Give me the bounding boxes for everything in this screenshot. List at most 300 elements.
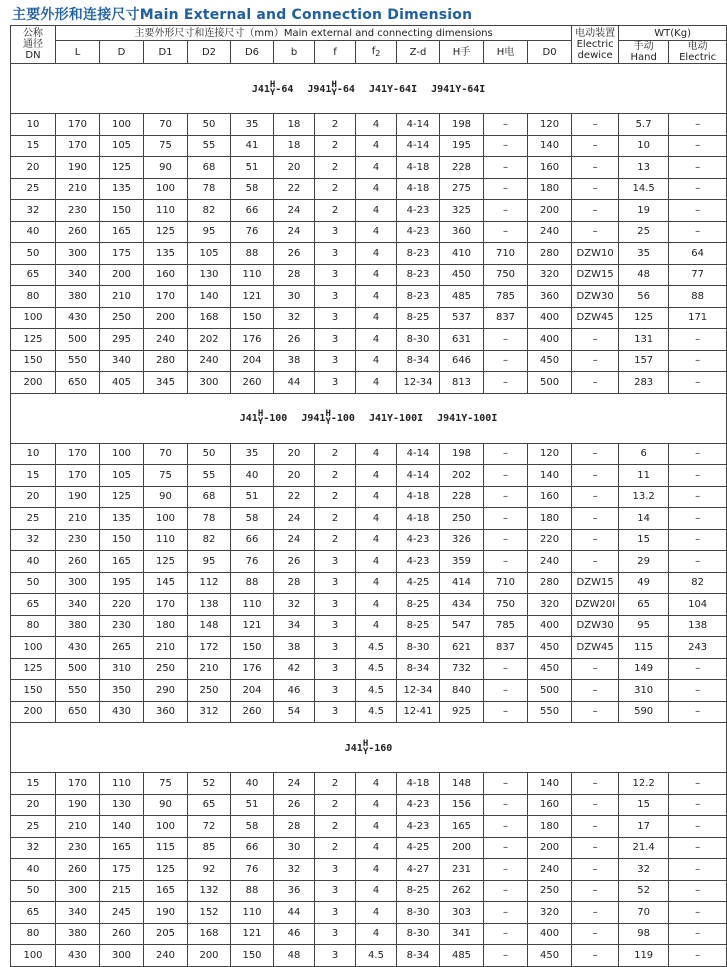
table-cell: 4 bbox=[356, 529, 397, 551]
table-cell: 20 bbox=[11, 794, 56, 816]
table-cell: 195 bbox=[440, 135, 484, 157]
section-title-row bbox=[11, 64, 727, 114]
table-cell: 32 bbox=[274, 307, 315, 329]
table-cell: – bbox=[572, 508, 619, 530]
table-cell: 500 bbox=[56, 658, 100, 680]
table-cell: 4 bbox=[356, 465, 397, 487]
table-cell: 4.5 bbox=[356, 658, 397, 680]
table-cell: 52 bbox=[188, 773, 231, 795]
table-cell: 190 bbox=[56, 794, 100, 816]
table-cell: 4 bbox=[356, 837, 397, 859]
table-cell: 400 bbox=[528, 923, 572, 945]
table-cell: 3 bbox=[315, 307, 356, 329]
table-cell: 66 bbox=[231, 529, 274, 551]
table-cell: 121 bbox=[231, 286, 274, 308]
table-cell: – bbox=[669, 200, 727, 222]
table-cell: 2 bbox=[315, 135, 356, 157]
table-cell: 3 bbox=[315, 701, 356, 723]
table-cell: – bbox=[669, 135, 727, 157]
table-cell: 2 bbox=[315, 178, 356, 200]
table-cell: 148 bbox=[188, 615, 231, 637]
table-cell: 100 bbox=[11, 307, 56, 329]
table-cell: 140 bbox=[528, 465, 572, 487]
table-cell: 76 bbox=[231, 221, 274, 243]
table-cell: 231 bbox=[440, 859, 484, 881]
table-cell: 131 bbox=[619, 329, 669, 351]
table-cell: – bbox=[572, 372, 619, 394]
table-cell: 430 bbox=[100, 701, 144, 723]
table-cell: – bbox=[572, 200, 619, 222]
table-cell: 15 bbox=[619, 529, 669, 551]
table-cell: 125 bbox=[619, 307, 669, 329]
table-cell: 2 bbox=[315, 773, 356, 795]
table-cell: 312 bbox=[188, 701, 231, 723]
table-cell: 150 bbox=[100, 200, 144, 222]
table-cell: 150 bbox=[231, 637, 274, 659]
col-header-f: f bbox=[315, 41, 356, 64]
table-cell: 3 bbox=[315, 551, 356, 573]
table-cell: 125 bbox=[11, 329, 56, 351]
table-cell: 70 bbox=[619, 902, 669, 924]
table-cell: 26 bbox=[274, 329, 315, 351]
table-cell: 250 bbox=[100, 307, 144, 329]
table-cell: 26 bbox=[274, 243, 315, 265]
table-cell: 180 bbox=[144, 615, 188, 637]
table-cell: 38 bbox=[274, 350, 315, 372]
table-cell: 300 bbox=[100, 945, 144, 967]
table-cell: 3 bbox=[315, 945, 356, 967]
table-cell: 4-23 bbox=[397, 794, 440, 816]
table-cell: 310 bbox=[619, 680, 669, 702]
table-cell: 4 bbox=[356, 157, 397, 179]
table-cell: 4-25 bbox=[397, 837, 440, 859]
table-cell: 20 bbox=[274, 443, 315, 465]
table-cell: 28 bbox=[274, 816, 315, 838]
table-cell: – bbox=[484, 859, 528, 881]
table-cell: 4-23 bbox=[397, 200, 440, 222]
table-cell: 22 bbox=[274, 486, 315, 508]
table-cell: 210 bbox=[56, 508, 100, 530]
table-cell: 160 bbox=[528, 157, 572, 179]
table-cell: 190 bbox=[56, 157, 100, 179]
table-cell: 4-18 bbox=[397, 178, 440, 200]
table-cell: 44 bbox=[274, 372, 315, 394]
table-cell: 95 bbox=[619, 615, 669, 637]
table-cell: 150 bbox=[231, 945, 274, 967]
table-cell: – bbox=[669, 443, 727, 465]
table-cell: 210 bbox=[56, 816, 100, 838]
table-cell: 115 bbox=[619, 637, 669, 659]
table-cell: 200 bbox=[144, 307, 188, 329]
table-cell: 176 bbox=[231, 658, 274, 680]
table-cell: 340 bbox=[100, 350, 144, 372]
table-cell: 350 bbox=[100, 680, 144, 702]
table-cell: 4 bbox=[356, 551, 397, 573]
table-cell: 230 bbox=[56, 200, 100, 222]
table-cell: DZW45 bbox=[572, 307, 619, 329]
table-cell: 138 bbox=[669, 615, 727, 637]
table-cell: – bbox=[669, 486, 727, 508]
table-cell: 4 bbox=[356, 443, 397, 465]
table-cell: 40 bbox=[11, 859, 56, 881]
table-cell: – bbox=[669, 329, 727, 351]
table-row bbox=[11, 637, 727, 659]
table-cell: 2 bbox=[315, 486, 356, 508]
table-cell: 2 bbox=[315, 200, 356, 222]
table-cell: – bbox=[572, 443, 619, 465]
table-cell: 170 bbox=[56, 443, 100, 465]
col-header-d0: D0 bbox=[528, 41, 572, 64]
table-row bbox=[11, 701, 727, 723]
table-cell: 55 bbox=[188, 465, 231, 487]
table-cell: 200 bbox=[11, 372, 56, 394]
table-cell: – bbox=[669, 551, 727, 573]
col-header-f2: $f_2$ bbox=[356, 41, 397, 64]
table-cell: – bbox=[484, 465, 528, 487]
table-cell: – bbox=[572, 794, 619, 816]
table-cell: 76 bbox=[231, 551, 274, 573]
table-cell: – bbox=[669, 157, 727, 179]
table-cell: 290 bbox=[144, 680, 188, 702]
table-cell: – bbox=[572, 701, 619, 723]
table-row bbox=[11, 572, 727, 594]
table-cell: 20 bbox=[274, 465, 315, 487]
table-cell: 485 bbox=[440, 945, 484, 967]
table-cell: 150 bbox=[11, 350, 56, 372]
table-cell: 125 bbox=[144, 221, 188, 243]
table-cell: 8-25 bbox=[397, 594, 440, 616]
table-cell: – bbox=[484, 551, 528, 573]
table-cell: 8-30 bbox=[397, 637, 440, 659]
table-cell: – bbox=[572, 859, 619, 881]
table-cell: 82 bbox=[188, 200, 231, 222]
table-cell: – bbox=[572, 178, 619, 200]
table-cell: 200 bbox=[528, 200, 572, 222]
table-cell: 110 bbox=[231, 594, 274, 616]
table-cell: – bbox=[669, 658, 727, 680]
table-cell: 500 bbox=[56, 329, 100, 351]
table-cell: 150 bbox=[11, 680, 56, 702]
table-cell: 646 bbox=[440, 350, 484, 372]
table-cell: 72 bbox=[188, 816, 231, 838]
table-cell: 4-14 bbox=[397, 114, 440, 136]
table-cell: 280 bbox=[528, 243, 572, 265]
table-cell: 4 bbox=[356, 594, 397, 616]
table-cell: 4-25 bbox=[397, 572, 440, 594]
table-cell: 18 bbox=[274, 135, 315, 157]
table-cell: 5.7 bbox=[619, 114, 669, 136]
table-cell: 650 bbox=[56, 701, 100, 723]
table-cell: 32 bbox=[274, 859, 315, 881]
table-cell: DZW45 bbox=[572, 637, 619, 659]
table-cell: 50 bbox=[11, 880, 56, 902]
table-cell: – bbox=[572, 465, 619, 487]
table-cell: – bbox=[669, 794, 727, 816]
table-cell: 8-34 bbox=[397, 350, 440, 372]
table-cell: 4 bbox=[356, 486, 397, 508]
table-cell: – bbox=[484, 329, 528, 351]
table-cell: 200 bbox=[100, 264, 144, 286]
table-cell: 4 bbox=[356, 286, 397, 308]
table-cell: 171 bbox=[669, 307, 727, 329]
table-cell: 75 bbox=[144, 773, 188, 795]
table-cell: 20 bbox=[11, 157, 56, 179]
table-cell: – bbox=[669, 465, 727, 487]
table-cell: 32 bbox=[274, 594, 315, 616]
col-header-h-electric: H电 bbox=[484, 41, 528, 64]
table-cell: 15 bbox=[619, 794, 669, 816]
table-cell: 262 bbox=[440, 880, 484, 902]
table-cell: 400 bbox=[528, 329, 572, 351]
table-cell: 78 bbox=[188, 178, 231, 200]
table-cell: 500 bbox=[528, 372, 572, 394]
table-cell: 65 bbox=[11, 594, 56, 616]
table-cell: 260 bbox=[56, 859, 100, 881]
table-cell: 280 bbox=[528, 572, 572, 594]
table-cell: 2 bbox=[315, 465, 356, 487]
table-cell: 8-23 bbox=[397, 264, 440, 286]
dn-header: 公称 通径 DN bbox=[11, 26, 56, 64]
table-cell: 105 bbox=[100, 135, 144, 157]
table-cell: 170 bbox=[144, 286, 188, 308]
table-cell: 2 bbox=[315, 529, 356, 551]
table-cell: 202 bbox=[188, 329, 231, 351]
table-cell: – bbox=[572, 329, 619, 351]
table-cell: 310 bbox=[100, 658, 144, 680]
table-cell: 8-30 bbox=[397, 329, 440, 351]
table-cell: 110 bbox=[100, 773, 144, 795]
table-cell: 125 bbox=[100, 157, 144, 179]
table-cell: 140 bbox=[528, 135, 572, 157]
table-cell: – bbox=[669, 508, 727, 530]
table-cell: – bbox=[484, 200, 528, 222]
table-cell: 110 bbox=[144, 529, 188, 551]
table-row bbox=[11, 529, 727, 551]
table-row bbox=[11, 551, 727, 573]
table-cell: – bbox=[669, 837, 727, 859]
table-cell: 228 bbox=[440, 486, 484, 508]
table-cell: DZW20I bbox=[572, 594, 619, 616]
table-cell: 44 bbox=[274, 902, 315, 924]
table-cell: – bbox=[669, 945, 727, 967]
col-header-d6: D6 bbox=[231, 41, 274, 64]
table-cell: 42 bbox=[274, 658, 315, 680]
table-cell: 28 bbox=[274, 264, 315, 286]
table-cell: – bbox=[484, 350, 528, 372]
table-cell: 340 bbox=[56, 264, 100, 286]
table-cell: – bbox=[484, 902, 528, 924]
table-row bbox=[11, 372, 727, 394]
table-cell: 90 bbox=[144, 157, 188, 179]
table-cell: 160 bbox=[528, 486, 572, 508]
table-cell: 135 bbox=[100, 508, 144, 530]
table-cell: 18 bbox=[274, 114, 315, 136]
table-cell: 240 bbox=[144, 329, 188, 351]
table-cell: 50 bbox=[188, 114, 231, 136]
table-cell: 220 bbox=[100, 594, 144, 616]
table-row bbox=[11, 594, 727, 616]
table-cell: 228 bbox=[440, 157, 484, 179]
table-cell: 2 bbox=[315, 114, 356, 136]
table-cell: 130 bbox=[188, 264, 231, 286]
table-row bbox=[11, 135, 727, 157]
table-cell: 165 bbox=[100, 837, 144, 859]
table-cell: 750 bbox=[484, 264, 528, 286]
table-cell: 215 bbox=[100, 880, 144, 902]
table-cell: – bbox=[669, 114, 727, 136]
table-cell: 70 bbox=[144, 443, 188, 465]
table-cell: 88 bbox=[231, 572, 274, 594]
table-row bbox=[11, 307, 727, 329]
table-cell: 190 bbox=[144, 902, 188, 924]
table-cell: 590 bbox=[619, 701, 669, 723]
table-row bbox=[11, 773, 727, 795]
table-cell: 380 bbox=[56, 615, 100, 637]
table-cell: 100 bbox=[100, 443, 144, 465]
table-cell: – bbox=[572, 350, 619, 372]
table-row bbox=[11, 157, 727, 179]
table-cell: 13.2 bbox=[619, 486, 669, 508]
table-cell: 35 bbox=[231, 114, 274, 136]
table-cell: 68 bbox=[188, 157, 231, 179]
table-cell: 38 bbox=[274, 637, 315, 659]
table-cell: 303 bbox=[440, 902, 484, 924]
table-cell: – bbox=[572, 114, 619, 136]
table-cell: 3 bbox=[315, 286, 356, 308]
table-cell: 75 bbox=[144, 465, 188, 487]
table-cell: 8-25 bbox=[397, 307, 440, 329]
table-cell: 485 bbox=[440, 286, 484, 308]
table-cell: 295 bbox=[100, 329, 144, 351]
table-cell: 710 bbox=[484, 243, 528, 265]
table-cell: DZW15 bbox=[572, 572, 619, 594]
table-cell: 837 bbox=[484, 637, 528, 659]
table-cell: 80 bbox=[11, 615, 56, 637]
table-cell: 3 bbox=[315, 880, 356, 902]
table-cell: 8-30 bbox=[397, 923, 440, 945]
col-header-zd: Z-d bbox=[397, 41, 440, 64]
col-header-b: b bbox=[274, 41, 315, 64]
table-cell: – bbox=[572, 135, 619, 157]
table-cell: 547 bbox=[440, 615, 484, 637]
section-title: J41 H Y -64 J941 H Y -64 J41Y-64I J941Y-64I bbox=[11, 64, 727, 114]
table-cell: 68 bbox=[188, 486, 231, 508]
table-cell: 380 bbox=[56, 923, 100, 945]
table-cell: 4 bbox=[356, 859, 397, 881]
table-cell: 2 bbox=[315, 443, 356, 465]
table-cell: 8-23 bbox=[397, 286, 440, 308]
table-cell: 100 bbox=[11, 637, 56, 659]
table-cell: 160 bbox=[144, 264, 188, 286]
table-cell: – bbox=[484, 880, 528, 902]
table-cell: 300 bbox=[56, 243, 100, 265]
col-header-l: L bbox=[56, 41, 100, 64]
table-cell: 32 bbox=[11, 837, 56, 859]
table-cell: 120 bbox=[528, 114, 572, 136]
col-header-h-hand: H手 bbox=[440, 41, 484, 64]
table-cell: 41 bbox=[231, 135, 274, 157]
table-cell: 112 bbox=[188, 572, 231, 594]
table-cell: 125 bbox=[100, 486, 144, 508]
table-cell: 30 bbox=[274, 286, 315, 308]
table-cell: 165 bbox=[144, 880, 188, 902]
table-cell: 3 bbox=[315, 658, 356, 680]
table-cell: 90 bbox=[144, 486, 188, 508]
table-cell: 125 bbox=[11, 658, 56, 680]
table-cell: 35 bbox=[619, 243, 669, 265]
table-cell: 32 bbox=[11, 200, 56, 222]
table-cell: 12-34 bbox=[397, 372, 440, 394]
table-cell: 105 bbox=[100, 465, 144, 487]
table-cell: 145 bbox=[144, 572, 188, 594]
table-cell: 4 bbox=[356, 307, 397, 329]
table-cell: 156 bbox=[440, 794, 484, 816]
table-cell: 210 bbox=[144, 637, 188, 659]
table-cell: 46 bbox=[274, 923, 315, 945]
table-cell: 260 bbox=[56, 221, 100, 243]
weight-header: WT(Kg) bbox=[619, 26, 727, 41]
table-cell: 4 bbox=[356, 221, 397, 243]
table-cell: 132 bbox=[188, 880, 231, 902]
table-row bbox=[11, 658, 727, 680]
table-cell: – bbox=[669, 859, 727, 881]
table-cell: 500 bbox=[528, 680, 572, 702]
table-cell: – bbox=[484, 114, 528, 136]
table-row bbox=[11, 200, 727, 222]
table-cell: – bbox=[572, 945, 619, 967]
table-cell: 4 bbox=[356, 243, 397, 265]
table-cell: 180 bbox=[528, 178, 572, 200]
table-cell: 175 bbox=[100, 243, 144, 265]
table-cell: 341 bbox=[440, 923, 484, 945]
table-cell: 65 bbox=[11, 264, 56, 286]
table-cell: 170 bbox=[56, 114, 100, 136]
table-row bbox=[11, 794, 727, 816]
table-cell: 4 bbox=[356, 572, 397, 594]
table-cell: – bbox=[669, 923, 727, 945]
col-header-electric: 电动 Electric bbox=[669, 41, 727, 64]
table-cell: 250 bbox=[144, 658, 188, 680]
table-cell: 58 bbox=[231, 178, 274, 200]
table-cell: 157 bbox=[619, 350, 669, 372]
table-cell: 4 bbox=[356, 902, 397, 924]
table-cell: 2 bbox=[315, 794, 356, 816]
table-cell: – bbox=[484, 529, 528, 551]
table-cell: 3 bbox=[315, 859, 356, 881]
table-cell: 82 bbox=[188, 529, 231, 551]
table-cell: 280 bbox=[144, 350, 188, 372]
table-cell: – bbox=[572, 923, 619, 945]
table-cell: 450 bbox=[528, 350, 572, 372]
table-cell: 121 bbox=[231, 615, 274, 637]
section-title: J41 H Y -160 bbox=[11, 723, 727, 773]
table-cell: 198 bbox=[440, 443, 484, 465]
table-cell: 10 bbox=[11, 443, 56, 465]
table-cell: 15 bbox=[11, 773, 56, 795]
table-cell: – bbox=[572, 880, 619, 902]
table-cell: – bbox=[484, 443, 528, 465]
table-cell: – bbox=[669, 529, 727, 551]
table-cell: – bbox=[484, 178, 528, 200]
table-row bbox=[11, 486, 727, 508]
table-cell: 2 bbox=[315, 157, 356, 179]
table-cell: 4 bbox=[356, 816, 397, 838]
table-cell: 340 bbox=[56, 594, 100, 616]
table-cell: 813 bbox=[440, 372, 484, 394]
table-cell: 3 bbox=[315, 329, 356, 351]
table-cell: 8-30 bbox=[397, 902, 440, 924]
table-cell: 125 bbox=[144, 551, 188, 573]
